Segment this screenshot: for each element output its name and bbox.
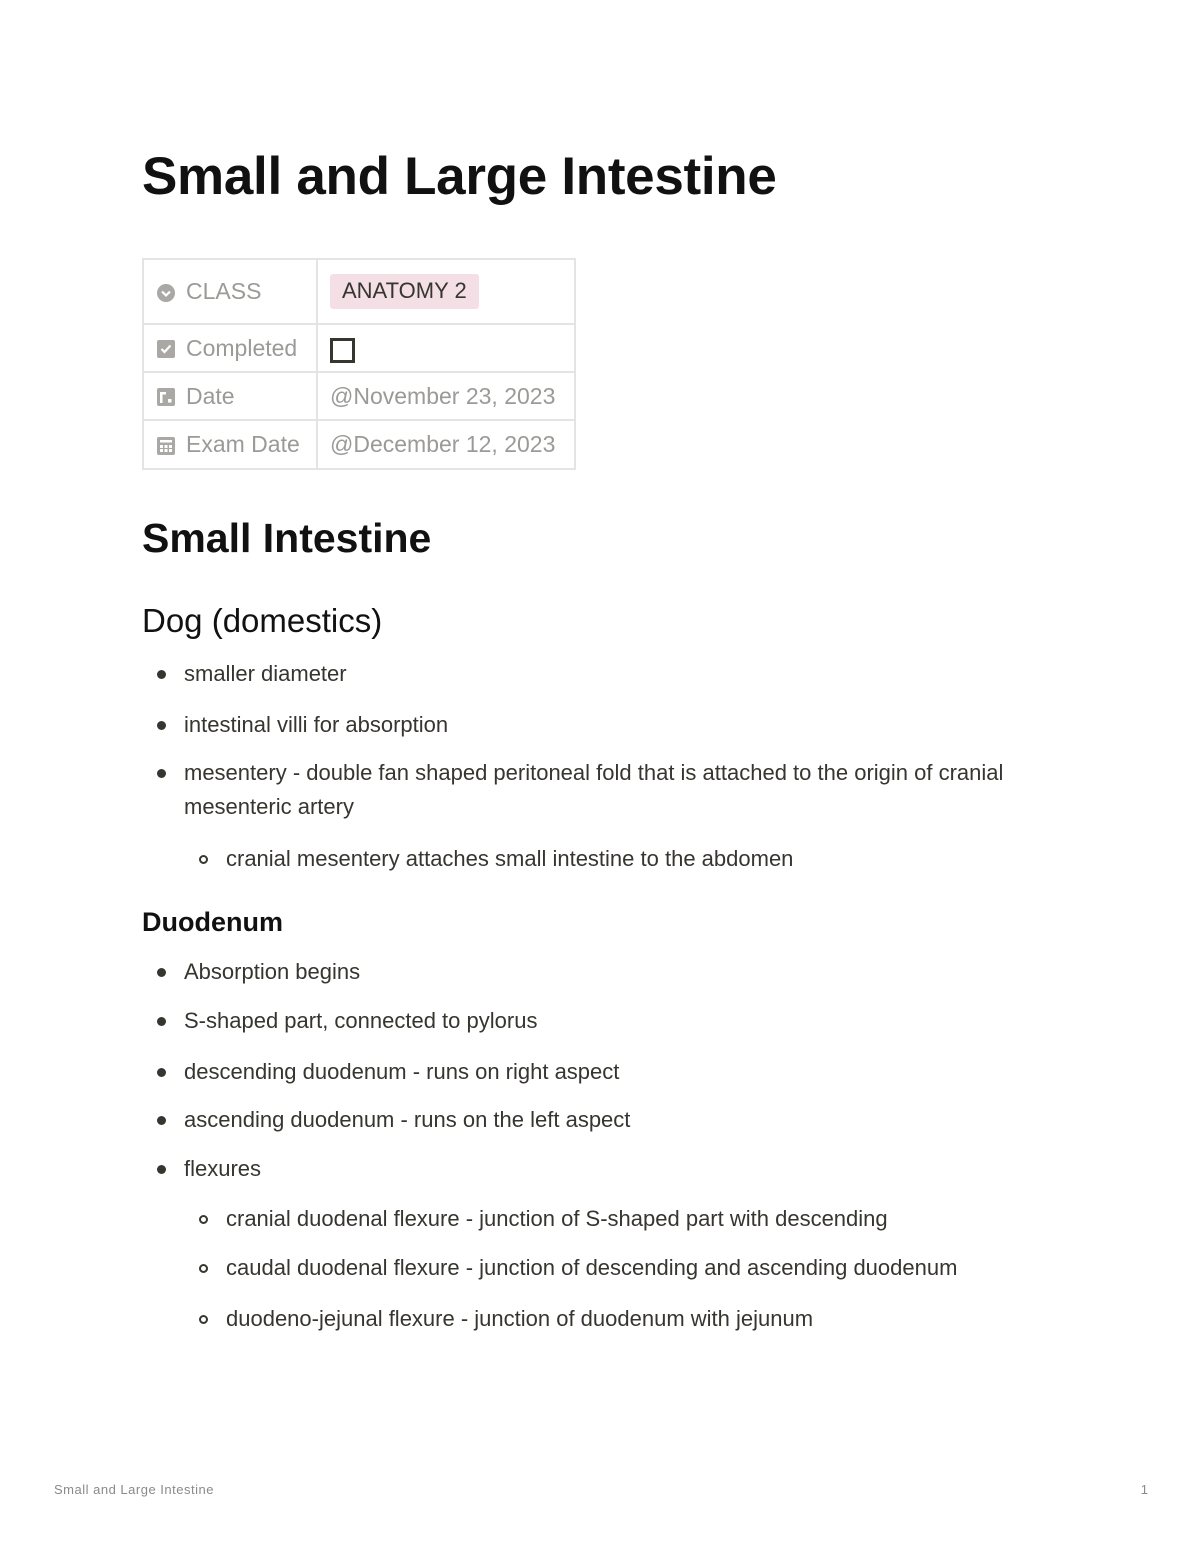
calendar-icon <box>156 435 176 455</box>
bullet-icon <box>157 968 166 977</box>
properties-table <box>142 258 576 470</box>
list-item: S-shaped part, connected to pylorus <box>184 1004 1024 1038</box>
hollow-bullet-icon <box>199 1264 208 1273</box>
bullet-icon <box>157 769 166 778</box>
bullet-icon <box>157 721 166 730</box>
hollow-bullet-icon <box>199 1215 208 1224</box>
hollow-bullet-icon <box>199 855 208 864</box>
property-row-date <box>143 372 575 420</box>
property-label-completed: Completed <box>186 334 298 361</box>
date-icon <box>156 386 176 406</box>
list-item: flexures <box>184 1152 1024 1186</box>
list-subitem: cranial duodenal flexure - junction of S-shaped part with descending <box>226 1202 1066 1236</box>
list-item: descending duodenum - runs on right aspect <box>184 1055 1024 1089</box>
subheading-dog: Dog (domestics) <box>142 602 383 639</box>
page-title: Small and Large Intestine <box>142 147 777 206</box>
footer-title: Small and Large Intestine <box>54 1482 214 1497</box>
bullet-icon <box>157 1165 166 1174</box>
property-row-class <box>143 259 575 324</box>
list-subitem: cranial mesentery attaches small intestine to the abdomen <box>226 842 1066 876</box>
list-item: ascending duodenum - runs on the left aspect <box>184 1103 1024 1137</box>
bullet-icon <box>157 1068 166 1077</box>
class-tag[interactable]: ANATOMY 2 <box>330 274 479 309</box>
list-subitem: duodeno-jejunal flexure - junction of duodenum with jejunum <box>226 1302 1066 1336</box>
property-label-class: CLASS <box>186 278 262 304</box>
bullet-icon <box>157 670 166 679</box>
date-value[interactable]: @November 23, 2023 <box>330 382 556 409</box>
list-item: Absorption begins <box>184 955 1024 989</box>
list-item: intestinal villi for absorption <box>184 708 1024 742</box>
property-label-date: Date <box>186 382 235 409</box>
property-label-exam-date: Exam Date <box>186 431 300 457</box>
hollow-bullet-icon <box>199 1315 208 1324</box>
list-subitem: caudal duodenal flexure - junction of descending and ascending duodenum <box>226 1251 1066 1285</box>
subheading-duodenum: Duodenum <box>142 907 283 937</box>
checkbox-property-icon <box>156 338 176 358</box>
property-row-exam-date <box>143 420 575 469</box>
exam-date-value[interactable]: @December 12, 2023 <box>330 431 556 457</box>
property-row-completed <box>143 324 575 372</box>
list-item: smaller diameter <box>184 657 1024 691</box>
section-heading-small-intestine: Small Intestine <box>142 515 432 561</box>
page-number: 1 <box>1140 1482 1148 1497</box>
list-item: mesentery - double fan shaped peritoneal fold that is attached to the origin of cranial mesenteric artery <box>184 756 1024 824</box>
bullet-icon <box>157 1017 166 1026</box>
bullet-icon <box>157 1116 166 1125</box>
completed-checkbox[interactable] <box>330 338 355 363</box>
select-icon <box>156 282 176 302</box>
